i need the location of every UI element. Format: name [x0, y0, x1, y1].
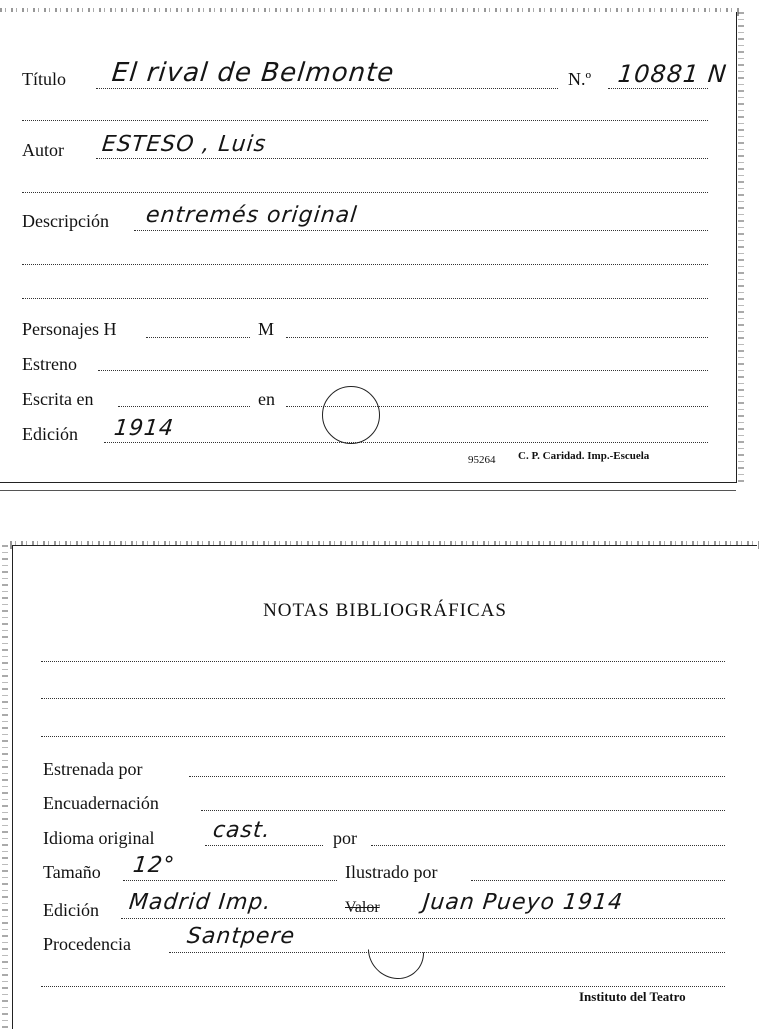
numero-line — [608, 88, 708, 89]
edicion-label: Edición — [22, 424, 78, 444]
tamano-line — [123, 880, 337, 881]
procedencia-value: Santpere — [185, 924, 297, 949]
numero-value: 10881 N — [616, 60, 729, 88]
personajes-label: Personajes H — [22, 319, 117, 339]
en-label: en — [258, 389, 275, 409]
autor-line — [96, 158, 708, 159]
catalog-card-back — [12, 545, 757, 1029]
numero-label: N.º — [568, 69, 592, 89]
titulo-line — [96, 88, 558, 89]
autor-label: Autor — [22, 140, 64, 160]
encuadernacion-label: Encuadernación — [43, 793, 159, 813]
ilustrado-label: Ilustrado por — [345, 862, 438, 882]
edicion-value-b: Juan Pueyo 1914 — [421, 890, 625, 915]
footer-institution: Instituto del Teatro — [579, 989, 686, 1004]
titulo-label: Título — [22, 69, 66, 89]
catalog-card-front — [0, 12, 737, 483]
procedencia-line — [169, 952, 725, 953]
blank-line — [41, 698, 725, 699]
descripcion-value: entremés original — [144, 203, 359, 228]
blank-line — [41, 661, 725, 662]
notas-heading: NOTAS BIBLIOGRÁFICAS — [263, 600, 507, 621]
edicion-line — [104, 442, 708, 443]
idioma-label: Idioma original — [43, 828, 155, 848]
idioma-line — [205, 845, 323, 846]
por-label: por — [333, 828, 357, 848]
personajes-h-line — [146, 337, 250, 338]
idioma-value: cast. — [211, 818, 272, 843]
blank-line — [41, 986, 725, 987]
descripcion-line — [134, 230, 708, 231]
descripcion-label: Descripción — [22, 211, 109, 231]
por-line — [371, 845, 725, 846]
tamano-value: 12° — [131, 853, 177, 878]
procedencia-label: Procedencia — [43, 934, 131, 954]
edicion-value: 1914 — [112, 416, 176, 441]
blank-line — [22, 298, 708, 299]
blank-line — [22, 264, 708, 265]
edicion-struck-value: Valor — [345, 899, 380, 916]
estrenada-line — [189, 776, 725, 777]
card-edge-speckle — [2, 545, 8, 1028]
estreno-label: Estreno — [22, 354, 77, 374]
autor-value: ESTESO , Luis — [100, 132, 268, 157]
tamano-label: Tamaño — [43, 862, 101, 882]
card-separator — [0, 490, 736, 491]
printer-code: 95264 — [468, 454, 496, 466]
ilustrado-line — [471, 880, 725, 881]
encuadernacion-line — [201, 810, 725, 811]
blank-line — [22, 120, 708, 121]
escrita-label: Escrita en — [22, 389, 94, 409]
estreno-line — [98, 370, 708, 371]
printer-imprint: C. P. Caridad. Imp.-Escuela — [518, 450, 650, 462]
estrenada-label: Estrenada por — [43, 759, 143, 779]
edicion-line — [121, 918, 725, 919]
card-edge-speckle — [738, 12, 744, 482]
edicion-value-a: Madrid Imp. — [127, 890, 273, 915]
blank-line — [41, 736, 725, 737]
escrita-line — [118, 406, 250, 407]
punch-hole-stamp — [322, 386, 380, 444]
personajes-m-line — [286, 337, 708, 338]
punch-hole-stamp — [356, 911, 435, 990]
edicion-label: Edición — [43, 900, 99, 920]
m-label: M — [258, 319, 275, 339]
titulo-value: El rival de Belmonte — [110, 58, 396, 88]
blank-line — [22, 192, 708, 193]
